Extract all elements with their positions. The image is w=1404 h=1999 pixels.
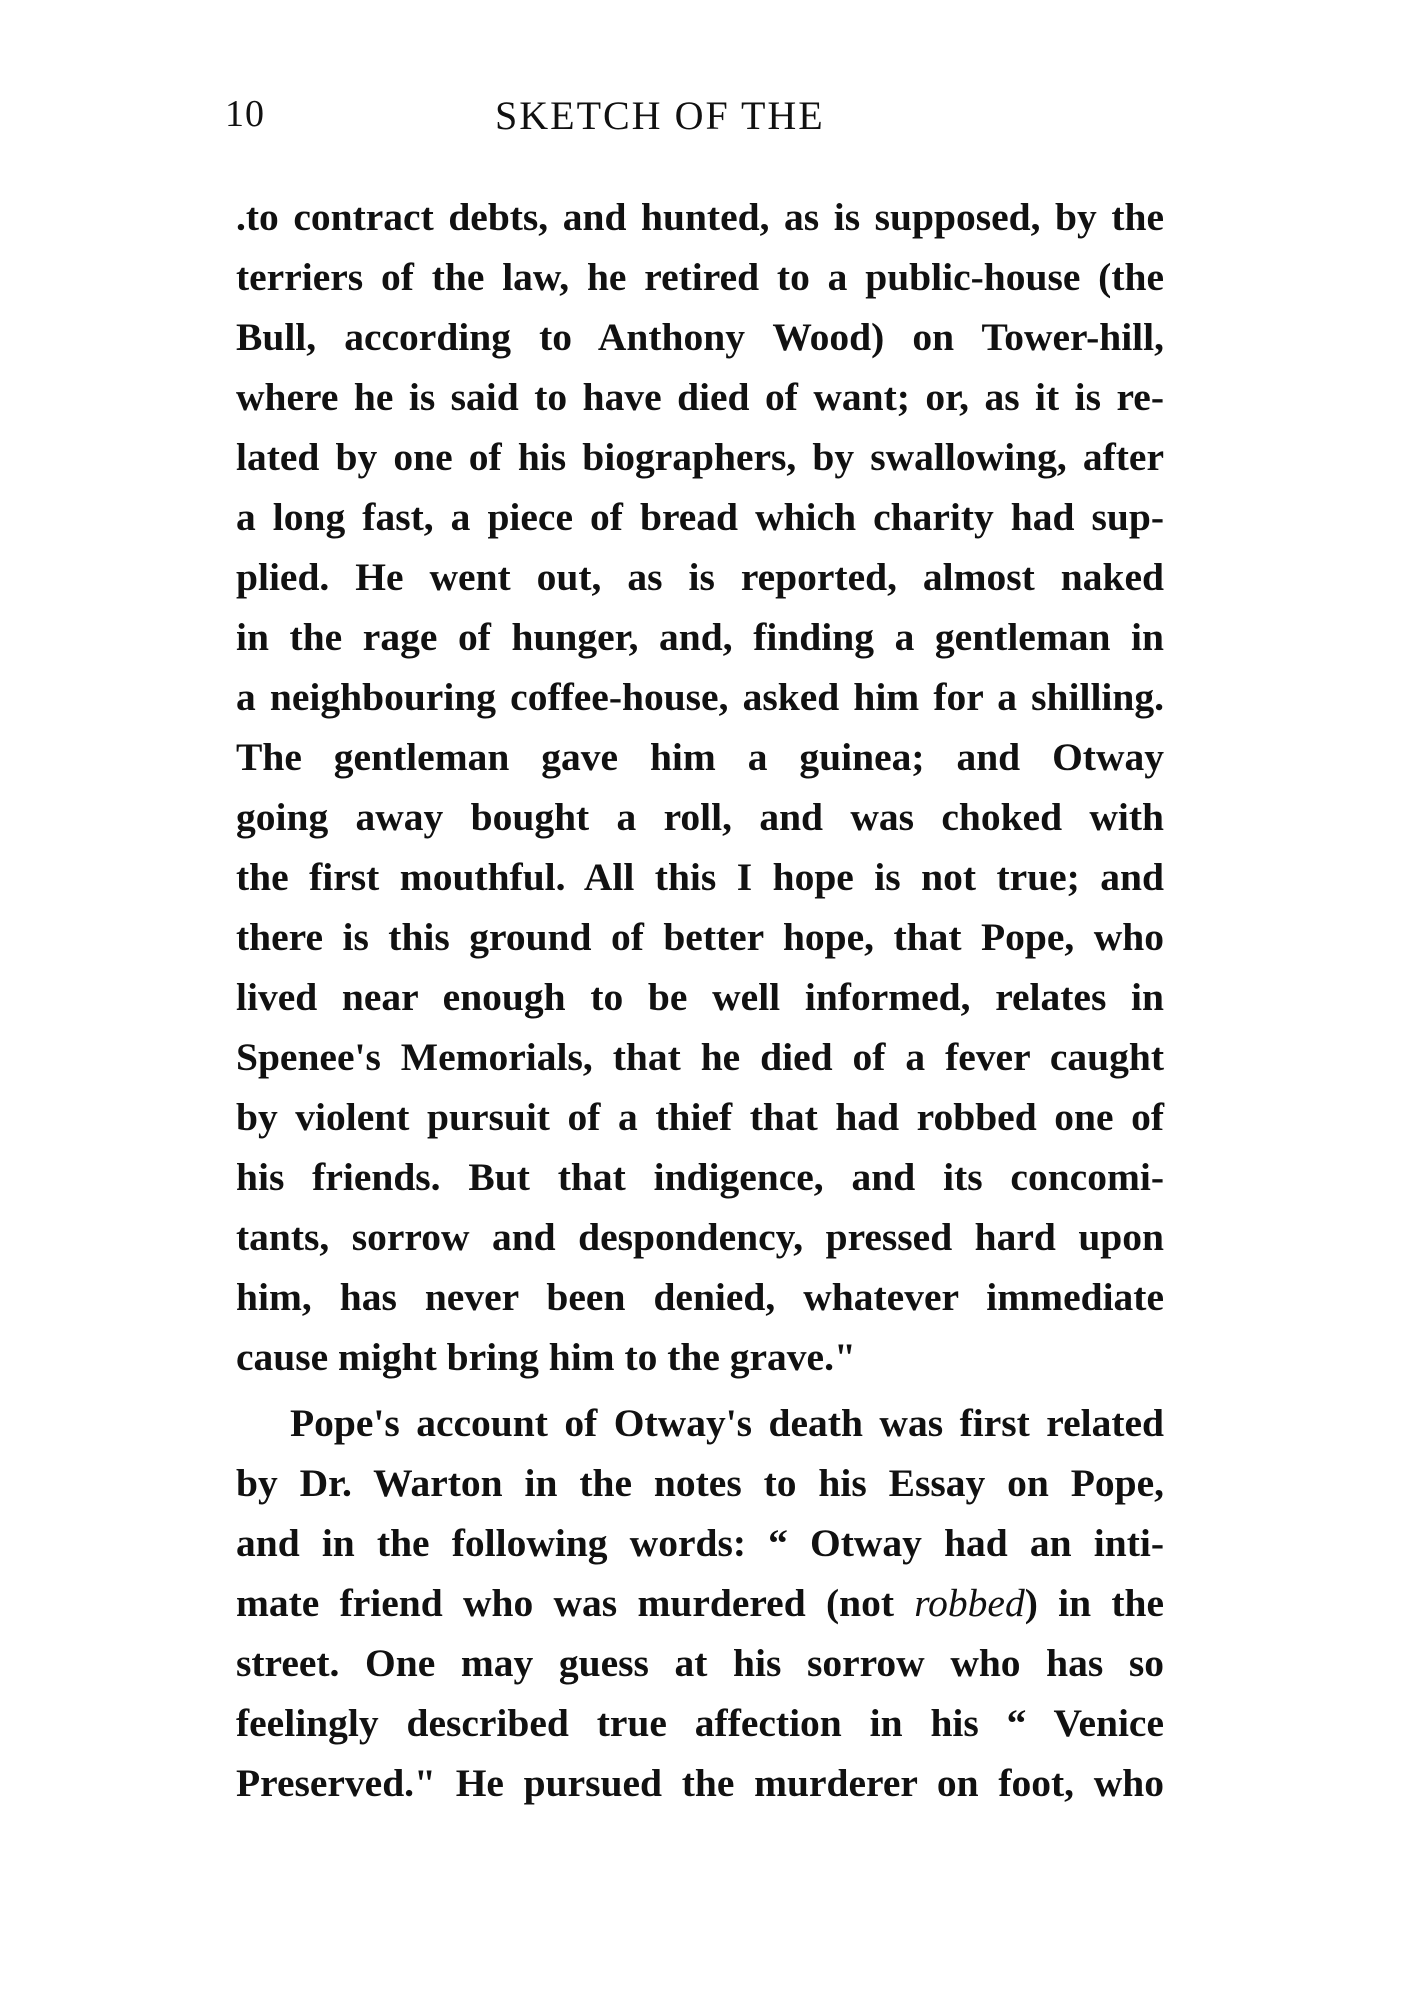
- text-line: street. One may guess at his sorrow who has so: [236, 1641, 1164, 1685]
- text-line: feelingly described true affection in his “ Venice: [236, 1701, 1164, 1745]
- text-line: Bull, according to Anthony Wood) on Tower-hill,: [236, 315, 1164, 359]
- text-line: by Dr. Warton in the notes to his Essay on Pope,: [236, 1461, 1164, 1505]
- text-line: The gentleman gave him a guinea; and Otway: [236, 735, 1164, 779]
- italic-word: robbed: [914, 1581, 1025, 1625]
- text-line: lated by one of his biographers, by swallowing, after: [236, 435, 1164, 479]
- text-fragment: ) in the: [1024, 1581, 1164, 1625]
- text-line: cause might bring him to the grave.": [236, 1335, 856, 1379]
- text-line: a neighbouring coffee-house, asked him for a shilling.: [236, 675, 1164, 719]
- text-line: Pope's account of Otway's death was first related: [290, 1401, 1164, 1445]
- text-line: a long fast, a piece of bread which charity had sup-: [236, 495, 1164, 539]
- text-line: him, has never been denied, whatever immediate: [236, 1275, 1164, 1319]
- text-line: and in the following words: “ Otway had an inti-: [236, 1521, 1164, 1565]
- page-header: [225, 92, 1235, 152]
- text-fragment: mate friend who was murdered (not: [236, 1581, 915, 1625]
- text-line: lived near enough to be well informed, relates in: [236, 975, 1164, 1019]
- text-line: going away bought a roll, and was choked with: [236, 795, 1164, 839]
- paragraph-2: [236, 1393, 1164, 1813]
- text-line: where he is said to have died of want; or, as it is re-: [236, 375, 1164, 419]
- text-line: his friends. But that indigence, and its concomi-: [236, 1155, 1164, 1199]
- running-head: SKETCH OF THE: [495, 93, 825, 138]
- text-line: tants, sorrow and despondency, pressed hard upon: [236, 1215, 1164, 1259]
- text-line-with-italic: [236, 1573, 1164, 1633]
- page-number: 10: [225, 93, 265, 135]
- text-line: there is this ground of better hope, that Pope, who: [236, 915, 1164, 959]
- paragraph-1: [236, 187, 1164, 1387]
- text-line: terriers of the law, he retired to a public-house (the: [236, 255, 1164, 299]
- text-line: in the rage of hunger, and, finding a gentleman in: [236, 615, 1164, 659]
- text-line: the first mouthful. All this I hope is not true; and: [236, 855, 1164, 899]
- text-line: .to contract debts, and hunted, as is supposed, by the: [236, 195, 1164, 239]
- text-line: plied. He went out, as is reported, almost naked: [236, 555, 1164, 599]
- text-line: Preserved." He pursued the murderer on foot, who: [236, 1761, 1164, 1805]
- text-line: by violent pursuit of a thief that had robbed one of: [236, 1095, 1164, 1139]
- body-text: [236, 187, 1164, 1813]
- text-line: Spenee's Memorials, that he died of a fever caught: [236, 1035, 1164, 1079]
